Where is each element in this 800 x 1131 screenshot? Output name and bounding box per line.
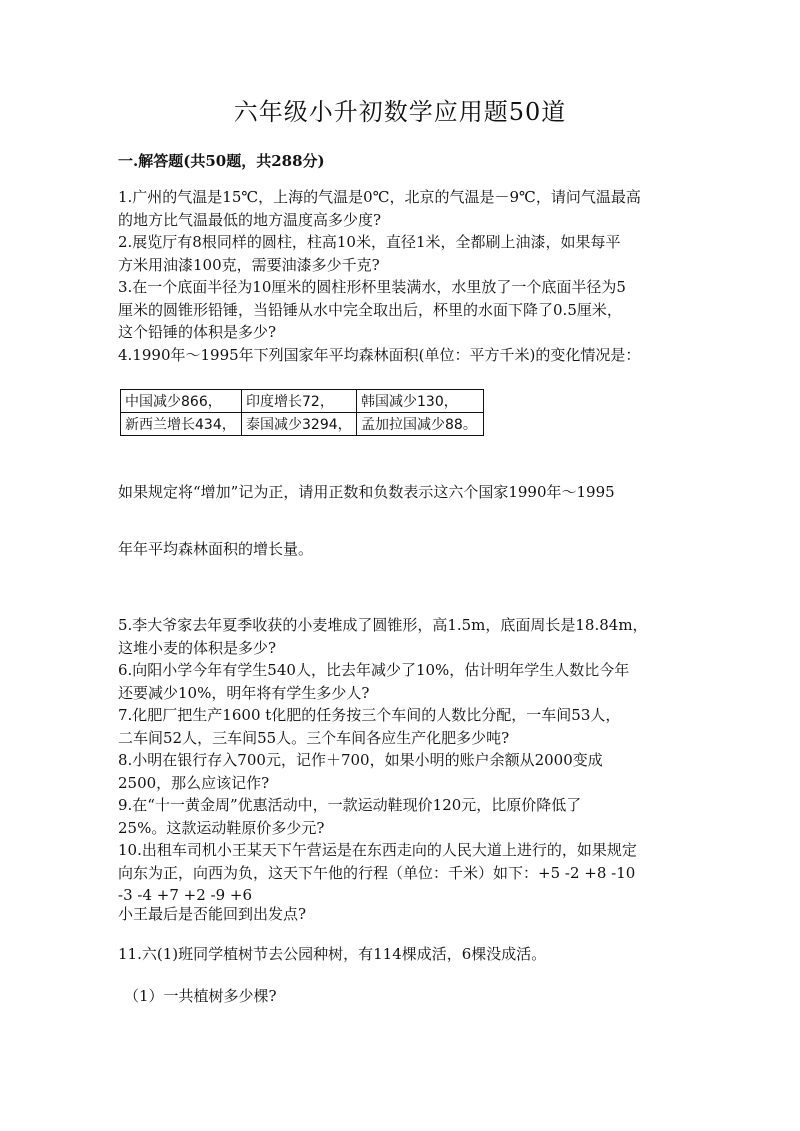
text-line: 这堆小麦的体积是多少? — [118, 638, 277, 657]
questions-5-to-10 — [118, 614, 683, 907]
table-row — [121, 413, 484, 436]
table-cell: 孟加拉国减少88。 — [357, 413, 484, 436]
text-line: 如果规定将“增加”记为正，请用正数和负数表示这六个国家1990年～1995 — [118, 483, 615, 501]
questions-1-to-4 — [118, 186, 683, 366]
text-line: 2500，那么应该记作? — [118, 773, 270, 792]
text-line: 二车间52人，三车间55人。三个车间各应生产化肥多少吨? — [118, 728, 510, 747]
table-cell: 新西兰增长434， — [121, 413, 242, 436]
text-line: 3.在一个底面半径为10厘米的圆柱形杯里装满水，水里放了一个底面半径为5 — [118, 278, 626, 296]
text-line: 向东为正，向西为负，这天下午他的行程（单位：千米）如下：+5 -2 +8 -10 — [118, 863, 636, 882]
table-cell: 印度增长72， — [242, 390, 357, 413]
text-line: 10.出租车司机小王某天下午营运是在东西走向的人民大道上进行的，如果规定 — [118, 841, 637, 859]
text-line: 4.1990年～1995年下列国家年平均森林面积(单位：平方千米)的变化情况是： — [118, 345, 641, 364]
question-10-prompt — [118, 903, 683, 926]
text-line: 9.在“十一黄金周”优惠活动中，一款运动鞋现价120元，比原价降低了 — [118, 796, 582, 814]
text-line: 还要减少10%，明年将有学生多少人? — [118, 683, 370, 702]
text-line: 方米用油漆100克，需要油漆多少千克? — [118, 255, 380, 274]
text-line: -3 -4 +7 +2 -9 +6 — [118, 886, 253, 904]
page-title: 六年级小升初数学应用题50道 — [233, 98, 567, 126]
question-4-instruction-line2 — [118, 538, 683, 561]
table-cell: 中国减少866， — [121, 390, 242, 413]
text-line: 1.广州的气温是15℃，上海的气温是0℃，北京的气温是－9℃，请问气温最高 — [118, 188, 641, 206]
table-cell: 韩国减少130， — [357, 390, 484, 413]
question-11-intro — [118, 943, 683, 966]
text-line: 8.小明在银行存入700元，记作＋700，如果小明的账户余额从2000变成 — [118, 751, 603, 769]
question-11-subquestion-1 — [124, 985, 689, 1008]
forest-area-table — [120, 389, 484, 436]
section-heading: 一.解答题(共50题，共288分) — [118, 152, 325, 170]
text-line: 7.化肥厂把生产1600 t化肥的任务按三个车间的人数比分配，一车间53人， — [118, 706, 621, 724]
text-line: 6.向阳小学今年有学生540人，比去年减少了10%，估计明年学生人数比今年 — [118, 661, 630, 679]
text-line: 5.李大爷家去年夏季收获的小麦堆成了圆锥形，高1.5m，底面周长是18.84m， — [118, 616, 648, 634]
text-line: 2.展览厅有8根同样的圆柱，柱高10米，直径1米，全都刷上油漆，如果每平 — [118, 233, 621, 251]
text-line: 11.六(1)班同学植树节去公园种树，有114棵成活，6棵没成活。 — [118, 945, 547, 963]
table-cell: 泰国减少3294， — [242, 413, 357, 436]
text-line: 厘米的圆锥形铅锤，当铅锤从水中完全取出后，杯里的水面下降了0.5厘米， — [118, 300, 622, 319]
question-4-instruction-line1 — [118, 481, 683, 504]
text-line: 25%。这款运动鞋原价多少元? — [118, 818, 325, 837]
text-line: 小王最后是否能回到出发点? — [118, 905, 307, 923]
table-row — [121, 390, 484, 413]
text-line: 年年平均森林面积的增长量。 — [118, 540, 314, 558]
text-line: 的地方比气温最低的地方温度高多少度? — [118, 210, 382, 229]
text-line: 这个铅锤的体积是多少? — [118, 323, 277, 341]
text-line: （1）一共植树多少棵? — [124, 987, 277, 1005]
